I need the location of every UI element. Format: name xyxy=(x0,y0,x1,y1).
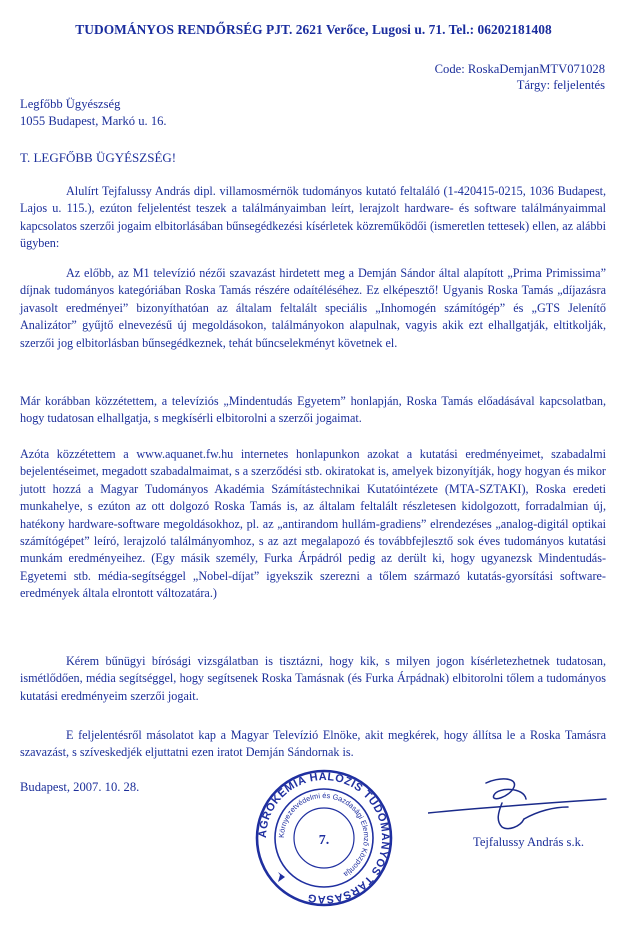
body-paragraph-copy-notice: E feljelentésről másolatot kap a Magyar Televízió Elnöke, akit megkérek, hogy állítsa le a Roska Tamásra szavazást, s szíveskedjék eljuttatni ezen iratot Demján Sándornak is. xyxy=(20,728,606,760)
official-stamp xyxy=(254,768,394,908)
body-paragraph-nomination: Az előbb, az M1 televízió nézői szavazást hirdetett meg a Demján Sándor által alapított „Prima Primissima” díjnak tudományos kategóriában Roska Tamás részére odaítéléséhez. Ez elképesztő! Ugyanis Roska Tamás „díjazásra javasolt eredményei” bizonyíthatóan az általam feltalált speciális „Inhomogén számítógép” és „GTS Jelenítő Analizátor” gyűjtő elnevezésű új megoldásokon, találmányokon alapulnak, vagyis akik ezt elhallgatják, eltitkolják, szerzői jog elbitorlásban bűnsegédkeznek, tehát bűncselekményt követnek el. xyxy=(20,266,606,350)
body-paragraph-request: Kérem bűnügyi bírósági vizsgálatban is tisztázni, hogy kik, s milyen jogon kísérletezhetnek tudatosan, ismétlődően, média segítséggel, hogy segítsenek Roska Tamásnak (és Furka Árpádnak) elbitorolni tőlem a tudományos kutatási eredményeim szerzői jogait. xyxy=(20,654,606,703)
stamp-outer-text: ÁGROKEMIA HALÓZIS TUDOMÁNYOS TÁRSASÁG xyxy=(256,770,392,906)
recipient-name: Legfőbb Ügyészség xyxy=(20,97,121,111)
stamp-star-icon xyxy=(278,872,285,882)
stamp-inner-text: Környezetvédelmi és Gazdasági Elemző Központja xyxy=(276,790,372,880)
recipient-address xyxy=(20,96,167,130)
recipient-street: 1055 Budapest, Markó u. 16. xyxy=(20,114,167,128)
document-code: Code: RoskaDemjanMTV071028 xyxy=(434,62,605,76)
body-paragraph-intro: Alulírt Tejfalussy András dipl. villamosmérnök tudományos kutató feltaláló (1-420415-0215, 1036 Budapest, Lajos u. 115.), ezúton feljelentést teszek a találmányaimban leírt, lerajzolt hardware- és software találmányaimmal kapcsolatos szerzői jogaim elbitorlásában bűnsegédkezési kísérletek közreműködői (ismeretlen tettesek) ellen, az alábbi ügyben: xyxy=(20,184,606,251)
letterhead: TUDOMÁNYOS RENDŐRSÉG PJT. 2621 Verőce, Lugosi u. 71. Tel.: 06202181408 xyxy=(75,22,552,37)
stamp-number: 7. xyxy=(318,833,330,848)
signer-name: Tejfalussy András s.k. xyxy=(473,835,585,849)
closing-date: Budapest, 2007. 10. 28. xyxy=(20,780,140,794)
handwritten-signature xyxy=(428,773,608,833)
document-subject: Tárgy: feljelentés xyxy=(516,78,605,92)
salutation: T. LEGFŐBB ÜGYÉSZSÉG! xyxy=(20,150,177,165)
body-paragraph-prior-publication: Már korábban közzétettem, a televíziós „Mindentudás Egyetem” honlapján, Roska Tamás előadásával kapcsolatban, hogy tudatosan elhallgatja, s megkísérli elbitorolni a szerzői jogaimat. xyxy=(20,394,606,426)
body-paragraph-evidence: Azóta közzétettem a www.aquanet.fw.hu internetes honlapunkon azokat a kutatási eredményeimet, szabadalmi bejelentéseimet, megadott szabadalmaimat, s a szerződési stb. okiratokat is, amelyek bizonyítják, hogy hogyan és mikor jutott hozzá a Magyar Tudományos Akadémia Számítástechnikai Kutatóintézete (MTA-SZTAKI), Roska eredeti munkahelye, s ezúton az ott dolgozó Roska Tamás is, az általam feltalált részletesen kidolgozott, forradalmian új, hatékony hardware-software megoldásokhoz, pl. az „antirandom hullám-gradiens” elrendezéses „analog-digitál optikai számítógépet” leíró, lerajzoló találmányomhoz, s az azt megalapozó és továbbfejlesztő sok éves tudományos kutatási munkám eredményeihez. (Egy másik személy, Furka Árpádról pedig az derült ki, hogy ugyanezsk Mindentudás-Egyetemi stb. média-segítséggel „Nobel-díjat” igyekszik szerezni a tőlem származó kutatás-gyorsítási software-eredmények általa elrontott változatára.) xyxy=(20,447,606,601)
